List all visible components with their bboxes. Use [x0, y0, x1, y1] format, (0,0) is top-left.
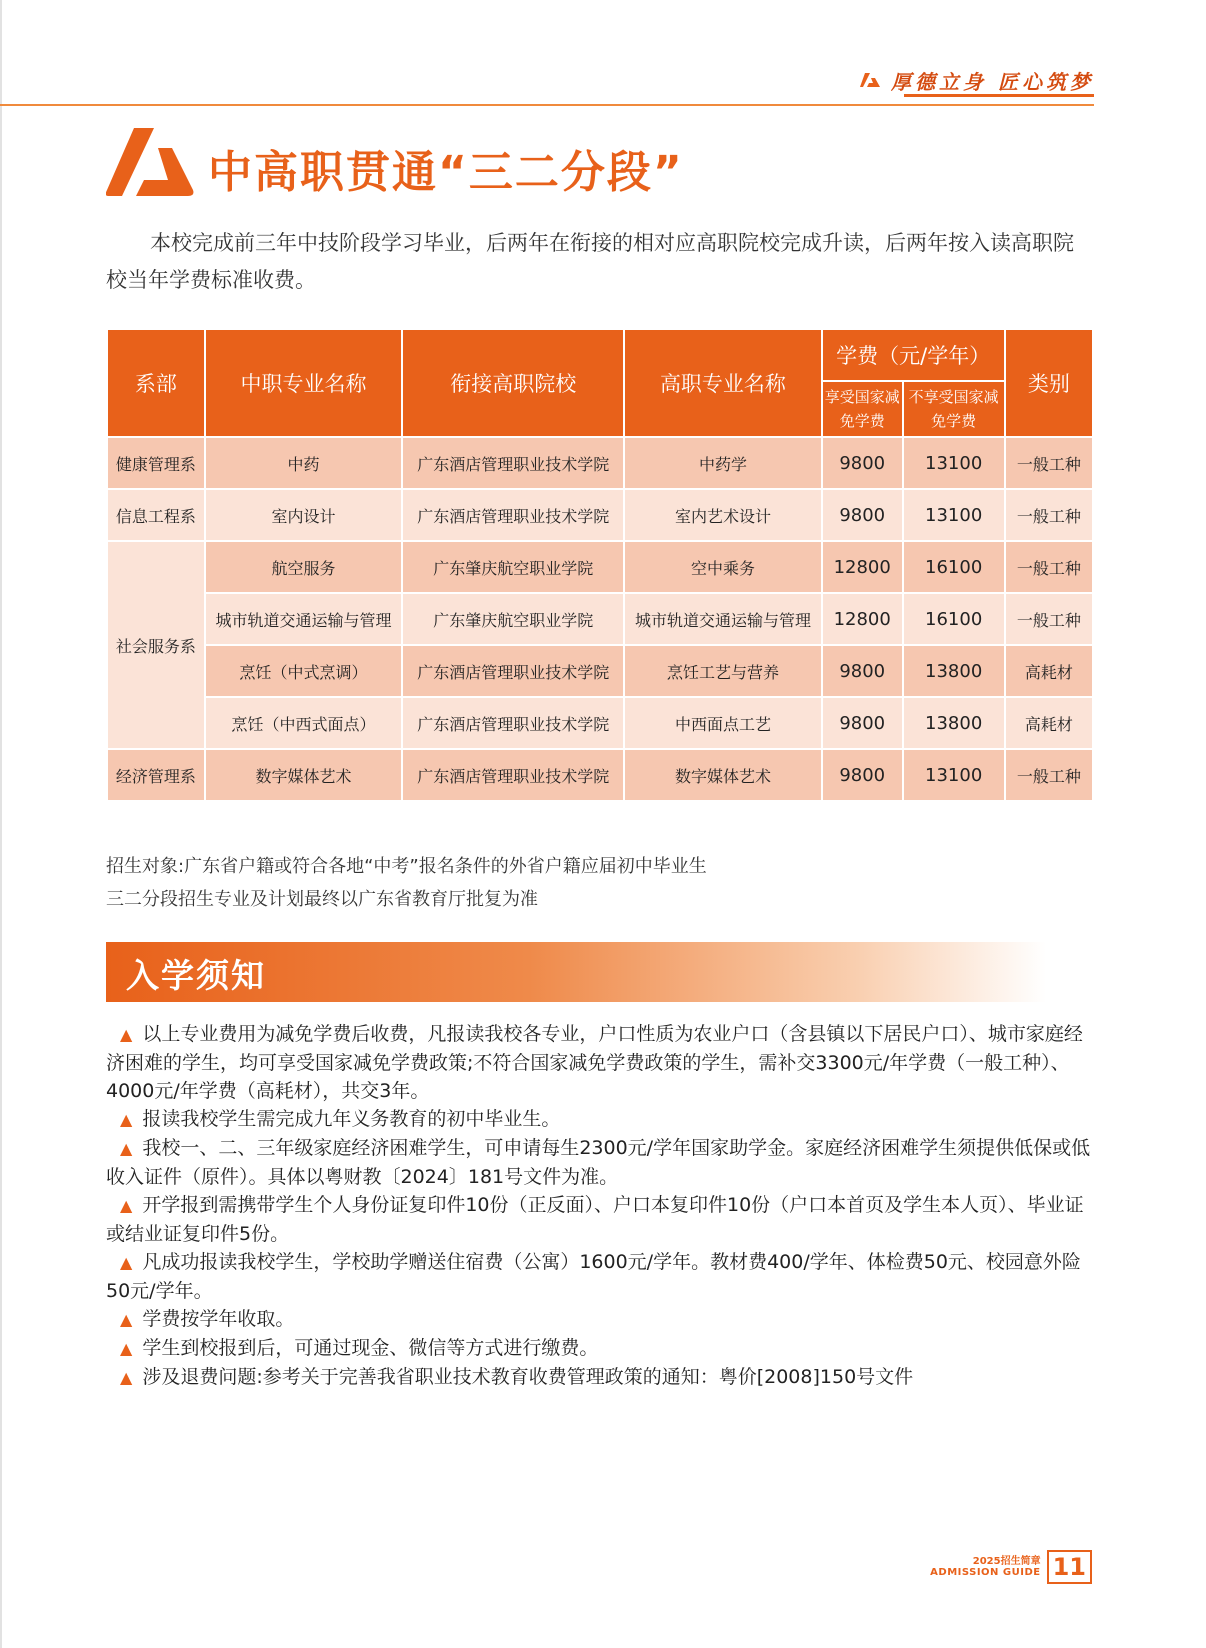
higher-major-cell: 空中乘务 — [624, 541, 822, 593]
header-category: 类别 — [1005, 329, 1093, 437]
fee-without-exemption-cell: 13100 — [903, 489, 1005, 541]
table-row — [107, 749, 1093, 801]
motto-underline — [904, 94, 1094, 97]
major-cell: 城市轨道交通运输与管理 — [205, 593, 403, 645]
header-college: 衔接高职院校 — [402, 329, 624, 437]
fee-without-exemption-cell: 13800 — [903, 645, 1005, 697]
list-item: ▲ 我校一、二、三年级家庭经济困难学生，可申请每生2300元/学年国家助学金。家庭经济困难学生须提供低保或低收入证件（原件）。具体以粤财教〔2024〕181号文件为准。 — [106, 1137, 1091, 1188]
higher-major-cell: 城市轨道交通运输与管理 — [624, 593, 822, 645]
page-left-border — [0, 0, 2, 1648]
category-cell: 一般工种 — [1005, 541, 1093, 593]
higher-major-cell: 中药学 — [624, 437, 822, 489]
fee-with-exemption-cell: 9800 — [822, 437, 903, 489]
motto-text: 厚德立身 匠心筑梦 — [891, 70, 1094, 94]
category-cell: 一般工种 — [1005, 749, 1093, 801]
higher-major-cell: 数字媒体艺术 — [624, 749, 822, 801]
fee-with-exemption-cell: 9800 — [822, 749, 903, 801]
triangle-bullet-icon: ▲ — [120, 1196, 133, 1215]
dept-cell: 经济管理系 — [107, 749, 205, 801]
college-cell: 广东肇庆航空职业学院 — [402, 541, 624, 593]
list-item: ▲ 以上专业费用为减免学费后收费，凡报读我校各专业，户口性质为农业户口（含县镇以下居民户口）、城市家庭经济困难的学生，均可享受国家减免学费政策;不符合国家减免学费政策的学生，需补交3300元/年学费（一般工种）、4000元/年学费（高耗材），共交3年。 — [106, 1023, 1083, 1102]
triangle-bullet-icon: ▲ — [120, 1310, 133, 1329]
header-major: 中职专业名称 — [205, 329, 403, 437]
fee-without-exemption-cell: 13100 — [903, 437, 1005, 489]
college-cell: 广东肇庆航空职业学院 — [402, 593, 624, 645]
enrollment-target-note: 招生对象:广东省户籍或符合各地“中考”报名条件的外省户籍应届初中毕业生 — [106, 856, 707, 877]
footer-guide-subtitle: ADMISSION GUIDE — [930, 1567, 1041, 1578]
header-rule — [0, 104, 1094, 106]
list-item: ▲ 开学报到需携带学生个人身份证复印件10份（正反面）、户口本复印件10份（户口本首页及学生本人页）、毕业证或结业证复印件5份。 — [106, 1194, 1084, 1245]
page-footer — [930, 1550, 1092, 1584]
category-cell: 一般工种 — [1005, 437, 1093, 489]
category-cell: 高耗材 — [1005, 697, 1093, 749]
approval-note: 三二分段招生专业及计划最终以广东省教育厅批复为准 — [106, 889, 538, 910]
fee-with-exemption-cell: 12800 — [822, 593, 903, 645]
table-row — [107, 645, 1093, 697]
table-row — [107, 697, 1093, 749]
major-cell: 中药 — [205, 437, 403, 489]
notice-title: 入学须知 — [126, 956, 266, 995]
triangle-bullet-icon: ▲ — [120, 1339, 133, 1358]
fee-with-exemption-cell: 9800 — [822, 489, 903, 541]
triangle-bullet-icon: ▲ — [120, 1025, 133, 1044]
fee-without-exemption-cell: 16100 — [903, 593, 1005, 645]
triangle-bullet-icon: ▲ — [120, 1139, 133, 1158]
triangle-bullet-icon: ▲ — [120, 1368, 133, 1387]
footer-guide-title: 2025招生简章 — [972, 1556, 1041, 1567]
higher-major-cell: 中西面点工艺 — [624, 697, 822, 749]
college-cell: 广东酒店管理职业技术学院 — [402, 489, 624, 541]
list-item: ▲ 涉及退费问题:参考关于完善我省职业技术教育收费管理政策的通知：粤价[2008]150号文件 — [120, 1366, 914, 1388]
major-cell: 烹饪（中西式面点） — [205, 697, 403, 749]
fee-with-exemption-cell: 9800 — [822, 645, 903, 697]
college-cell: 广东酒店管理职业技术学院 — [402, 697, 624, 749]
college-cell: 广东酒店管理职业技术学院 — [402, 645, 624, 697]
footer-label — [930, 1556, 1040, 1578]
college-cell: 广东酒店管理职业技术学院 — [402, 437, 624, 489]
list-item: ▲ 凡成功报读我校学生，学校助学赠送住宿费（公寓）1600元/学年。教材费400/学年、体检费50元、校园意外险50元/学年。 — [106, 1251, 1081, 1302]
section-logo-icon — [106, 126, 194, 198]
table-row — [107, 593, 1093, 645]
dept-cell: 信息工程系 — [107, 489, 205, 541]
fee-with-exemption-cell: 12800 — [822, 541, 903, 593]
major-cell: 数字媒体艺术 — [205, 749, 403, 801]
fee-without-exemption-cell: 13800 — [903, 697, 1005, 749]
tuition-table — [106, 328, 1094, 802]
table-row — [107, 489, 1093, 541]
header-motto — [859, 66, 1094, 95]
table-row — [107, 541, 1093, 593]
section-banner — [106, 942, 1046, 1002]
page-number: 11 — [1047, 1550, 1092, 1584]
triangle-bullet-icon: ▲ — [120, 1110, 133, 1129]
category-cell: 一般工种 — [1005, 489, 1093, 541]
major-cell: 航空服务 — [205, 541, 403, 593]
section-intro: 本校完成前三年中技阶段学习毕业，后两年在衔接的相对应高职院校完成升读，后两年按入读高职院校当年学费标准收费。 — [106, 231, 1074, 292]
list-item: ▲ 学生到校报到后，可通过现金、微信等方式进行缴费。 — [120, 1337, 599, 1359]
category-cell: 一般工种 — [1005, 593, 1093, 645]
list-item: ▲ 报读我校学生需完成九年义务教育的初中毕业生。 — [120, 1108, 561, 1130]
fee-with-exemption-cell: 9800 — [822, 697, 903, 749]
notice-list — [106, 1020, 1096, 1392]
category-cell: 高耗材 — [1005, 645, 1093, 697]
school-logo-icon — [859, 72, 881, 90]
college-cell: 广东酒店管理职业技术学院 — [402, 749, 624, 801]
table-row — [107, 437, 1093, 489]
higher-major-cell: 室内艺术设计 — [624, 489, 822, 541]
triangle-bullet-icon: ▲ — [120, 1253, 133, 1272]
header-dept: 系部 — [107, 329, 205, 437]
higher-major-cell: 烹饪工艺与营养 — [624, 645, 822, 697]
header-higher-major: 高职专业名称 — [624, 329, 822, 437]
fee-without-exemption-cell: 16100 — [903, 541, 1005, 593]
header-tuition: 学费（元/学年） — [822, 329, 1005, 381]
major-cell: 烹饪（中式烹调） — [205, 645, 403, 697]
dept-cell: 健康管理系 — [107, 437, 205, 489]
section-title: 中高职贯通“三二分段” — [208, 147, 684, 198]
major-cell: 室内设计 — [205, 489, 403, 541]
header-without-exemption: 不享受国家减免学费 — [903, 381, 1005, 437]
dept-cell: 社会服务系 — [107, 541, 205, 749]
list-item: ▲ 学费按学年收取。 — [120, 1308, 295, 1330]
header-with-exemption: 享受国家减免学费 — [822, 381, 903, 437]
fee-without-exemption-cell: 13100 — [903, 749, 1005, 801]
